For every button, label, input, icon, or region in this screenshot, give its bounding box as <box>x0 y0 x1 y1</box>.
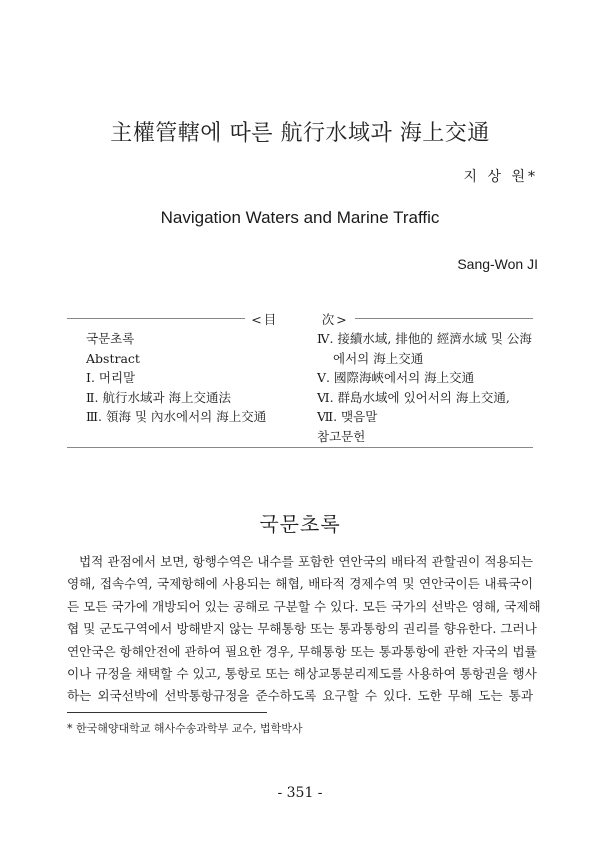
author-english: Sang-Won JI <box>457 256 538 272</box>
toc-item: Ⅵ. 群島水域에 있어서의 海上交通, <box>317 389 510 405</box>
toc-item: Ⅴ. 國際海峽에서의 海上交通 <box>317 370 475 385</box>
section-heading: 국문초록 <box>259 512 341 536</box>
abstract-body <box>67 551 541 708</box>
paper-title: 主權管轄에 따른 航行水域과 海上交通 <box>110 121 490 146</box>
table-of-contents <box>67 312 533 448</box>
footnote-divider <box>67 712 267 713</box>
toc-item: Ⅰ. 머리말 <box>86 370 136 385</box>
toc-right-column <box>317 329 533 446</box>
toc-item: Ⅶ. 맺음말 <box>317 409 378 424</box>
body-line: 연안국은 항해안전에 관하여 필요한 경우, 무해통항 또는 통과통항에 관한 자국의 법률 <box>67 643 537 659</box>
toc-heading: <目 次> <box>245 312 354 327</box>
body-line: 든 모든 국가에 개방되어 있는 공해로 구분할 수 있다. 모든 국가의 선박은 영해, 국제해 <box>67 598 541 614</box>
toc-item: Abstract <box>86 350 140 366</box>
toc-item: Ⅱ. 航行水域과 海上交通法 <box>86 389 231 405</box>
toc-item: 국문초록 <box>86 331 135 346</box>
page-number: - 351 - <box>277 785 323 801</box>
toc-item: Ⅲ. 領海 및 內水에서의 海上交通 <box>86 409 267 424</box>
toc-item-continued: 에서의 海上交通 <box>333 350 424 366</box>
toc-left-column <box>86 329 306 427</box>
body-line: 영해, 접속수역, 국제항해에 사용되는 해협, 배타적 경제수역 및 연안국이든 내륙국이 <box>67 576 533 592</box>
author-korean: 지 상 원* <box>463 169 538 185</box>
toc-heading-wrap <box>67 310 533 328</box>
body-line: 이나 규정을 채택할 수 있고, 통항로 또는 해상교통분리제도를 사용하여 통항권을 행사 <box>67 666 537 682</box>
toc-item: Ⅳ. 接續水域, 排他的 經濟水域 및 公海 <box>317 331 532 346</box>
body-line: 하는 외국선박에 선박통항규정을 준수하도록 요구할 수 있다. 도한 무해 도는 통과 <box>67 688 533 704</box>
toc-item: 참고문헌 <box>317 428 366 444</box>
footnote: * 한국해양대학교 해사수송과학부 교수, 법학박사 <box>67 722 303 735</box>
body-line: 협 및 군도구역에서 방해받지 않는 무해통항 또는 통과통항의 권리를 향유한다. 그러나 <box>67 621 537 637</box>
body-line: 법적 관점에서 보면, 항행수역은 내수를 포함한 연안국의 배타적 관할권이 적용되는 <box>79 554 533 569</box>
paper-title-english: Navigation Waters and Marine Traffic <box>160 208 440 227</box>
